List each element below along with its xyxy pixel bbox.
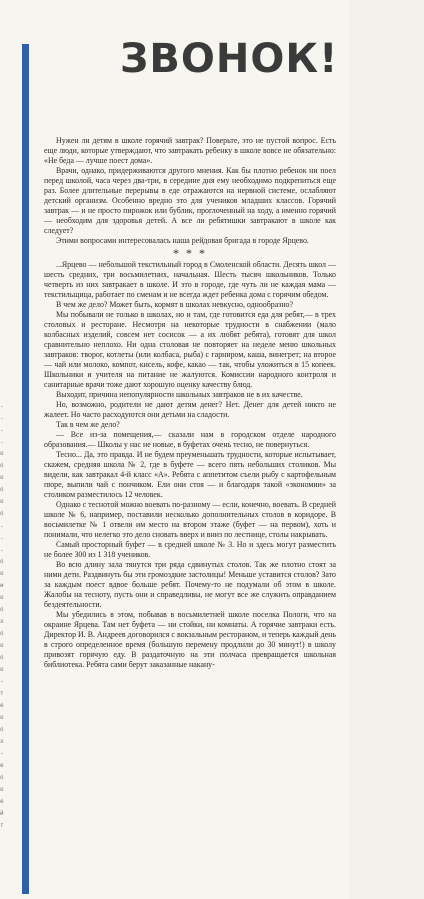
body-paragraph: Но, возможно, родители не дают детям денег? Нет. Денег для детей никто не жалеет. Но часто расходуются они детьми на сладости. [44,400,336,419]
adjacent-page-text: . . . . о о о о о о . . . о о и о о х о о о о - т е о о х - е о о е й т [0,402,4,829]
article-intro [44,136,336,246]
body-paragraph: Выходит, причина непопулярности школьных завтраков не в их качестве. [56,390,303,399]
body-paragraph: Во всю длину зала тянутся три ряда сдвинутых столов. Так же плотно стоят за ними дети. Раздвинуть бы эти громоздкие застолицы! Меньше уставится столов? Зато за каждым поест вдвое больше ребят. Почему-то не подумали об этом в школе. Жалобы на тесноту, пусть они и справедливы, не могут все же служить оправданием бездеятельности. [44,560,336,609]
intro-paragraph: Этими вопросами интересовалась наша рейдовая бригада в городе Ярцево. [56,236,309,245]
body-paragraph: Однако с теснотой можно воевать по-разному — если, конечно, воевать. В средней школе № 6, например, поставили несколько дополнительных столов в коридоре. В восьмилетке № 1 отвели им место на втором этаже (буфет — на первом), хоть и понимали, что нелегко это дело сновать вверх и вниз по лестнице, столы накрывать. [44,500,336,539]
article-body [44,136,336,670]
body-paragraph: ...Ярцево — небольшой текстильный город в Смоленской области. Десять школ — шесть средних, три восьмилетних, начальная. Шесть тысяч школьников. Только четверть из них завтракает в школе. И это в городе, где чуть ли не каждая мама — текстильщица, работает по сменам и не всегда ждет ребенка дома с горячим обедом. [44,260,336,299]
article-title: ЗВОНОК! [120,36,339,82]
page-margin [350,0,424,899]
intro-paragraph: Нужен ли детям в школе горячий завтрак? Поверьте, это не пустой вопрос. Есть еще люди, которые утверждают, что завтракать ребенку в школе вовсе не обязательно: «Не беда — лучше поест дома». [44,136,336,165]
body-paragraph: Так в чем же дело? [56,420,120,429]
body-paragraph: В чем же дело? Может быть, кормят в школах невкусно, однообразно? [56,300,293,309]
intro-paragraph: Врачи, однако, придерживаются другого мнения. Как бы плотно ребенок ни поел перед школой, часа через два-три, в середине дня ему необходимо подкрепиться еще раз. Более длительные перерывы в еде отражаются на нервной системе, ослабляют детский организм. Особенно вредно это для учеников младших классов. Горячий завтрак — и не просто пирожок или бублик, проглоченный на ходу, а именно горячий — необходим для здоровья детей. А все ли ребятишки завтракают в школе как следует? [44,166,336,235]
body-paragraph: Тесно... Да, это правда. И не будем преуменьшать трудности, которые испытывает, скажем, средняя школа № 2, где в буфете — всего пять небольших столиков. Мы видели, как завтракал 4-й класс «А». Ребята с аппетитом съели рыбу с картофельным пюре, выпили чай с пончиком. Ели они стоя — и благодаря такой «экономии» за столиком разместилось 12 человек. [44,450,336,499]
body-paragraph: Самый просторный буфет — в средней школе № 3. Но и здесь могут разместить не более 300 из 1 318 учеников. [44,540,336,559]
body-paragraph: — Все из-за помещения,— сказали нам в городском отделе народного образования.— Школы у нас не новые, в буфетах очень тесно, не повернуться. [44,430,336,449]
body-paragraph: Мы побывали не только в школах, но и там, где готовится еда для ребят,— в трех столовых и ресторане. Несмотря на некоторые трудности в снабжении (мало колбасных изделий, совсем нет сосисок — а их любят ребята), готовят для школ сравнительно неплохо. Ни одна столовая не повторяет на неделе меню школьных завтраков: творог, котлеты (или колбаса, рыба) с гарниром, каша, винегрет; на второе — чай или молоко, компот, кисель, кофе, какао — так, чтобы уложиться в 15 копеек. Школьники и учителя на питание не жалуются. Комиссии народного контроля и санитарные врачи тоже дают хорошую оценку качеству блюд. [44,310,336,389]
body-paragraph: Мы убедились в этом, побывав в восьмилетней школе поселка Пологи, что на окраине Ярцева. Там нет буфета — ни стойки, ни комнаты. А горячие завтраки есть. Директор И. В. Андреев договорился с вокзальным рестораном, и теперь каждый день в строго определенное время (большую перемену продлили до 30 минут!) в школу привозят горячую еду. В раздаточную на эти полчаса превращается школьная библиотека. Ребята сами берут заказанные накану- [44,610,336,669]
blue-accent-bar [22,44,29,894]
section-separator: * * * [173,246,207,260]
